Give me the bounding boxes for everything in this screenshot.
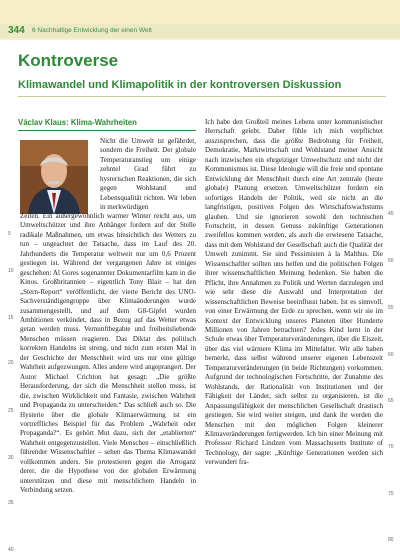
article-title: Kontroverse (18, 51, 119, 70)
line-number: 25 (8, 408, 14, 414)
author-divider (18, 130, 196, 131)
line-number: 65 (388, 398, 394, 404)
running-head: 6 Nachhaltige Entwicklung der einen Welt (32, 27, 152, 34)
line-number: 15 (8, 315, 14, 321)
author-photo (20, 140, 88, 214)
title-divider (18, 96, 386, 97)
left-column (20, 212, 196, 496)
right-column (205, 118, 383, 468)
line-number: 50 (388, 258, 394, 264)
article-subtitle: Klimawandel und Klimapolitik in der kontroversen Diskussion (18, 79, 342, 91)
line-number: 75 (388, 491, 394, 497)
line-number: 55 (388, 305, 394, 311)
line-number: 60 (388, 352, 394, 358)
line-number: 35 (8, 500, 14, 506)
portrait-image (20, 140, 88, 214)
line-number: 45 (388, 211, 394, 217)
intro-paragraph: Nicht die Umwelt ist gefährdet, sondern die Freiheit. Der globale Temperaturanstieg um einige zehntel Grad führt zu hysterischen Reaktionen, die sich gegen Wohlstand und Lebensqualität richten. Wir leben in merkwürdigen (100, 137, 196, 212)
line-number: 30 (8, 455, 14, 461)
left-body-text: Zeiten. Ein außergewöhnlich warmer Winter reicht aus, um Umweltschützer und ihre Anhänger fordern auf der Stelle radikale Maßnahmen, um etwas hinsichtlich des Wetters zu tun – ungeachtet der Tatsache, dass im Lauf des 20. Jahrhunderts die Temperatur weltweit nur um 0,6 Prozent gestiegen ist. Während der vergangenen Jahre ist einiges geschehen: Al Gores sogenannter Dokumentarfilm kam in die Kinos. Großbritannien – eigentlich Tony Blair – hat den „Stern-Report“ veröffentlicht, der vierte Bericht des UNO-Sachverständigengruppe über Klimaänderungen wurde zusammengestellt, und auf dem G8-Gipfel wurden Ambitionen verkündet, dass in Bezug auf das Wetter etwas getan werden muss. Vernunftbegabte und freiheitsliebende Menschen müssen reagieren. Das Diktat des politisch korrekten Handelns ist streng, und nicht zum ersten Mal in der Geschichte der Menschheit wird uns nur eine gültige Wahrheit aufgezwungen. Alles andere wird angeprangert. Der Autor Michael Crichton hat gesagt: „Die größte Herausforderung, der sich die Menschheit stellen muss, ist die, zwischen Wirklichkeit und Fantasie, zwischen Wahrheit und Propaganda zu unterscheiden.“ Das schließ auch so. Die Hysterie über die globale Klimaerwärmung ist ein vortreffliches Beispiel für das Problem „Wahrheit oder Propaganda?“. Es gehört Mut dazu, sich der „etablierten“ Wahrheit entgegenzustellen. Viele Menschen – einschließlich führender Wissenschaftler – sehen das Thema Klimawandel vollkommen anders. Sie protestieren gegen die Arroganz derer, die die Hypothese von der globalen Erwärmung unterstützen und diese mit menschlichem Handeln in Verbindung setzen. (20, 212, 196, 495)
line-number: 80 (388, 537, 394, 543)
author-heading: Václav Klaus: Klima-Wahrheiten (18, 118, 137, 127)
left-column-intro (100, 137, 196, 213)
line-number: 10 (8, 268, 14, 274)
line-number: 20 (8, 360, 14, 366)
line-number: 40 (8, 547, 14, 553)
line-number: 5 (8, 231, 11, 237)
page-number: 344 (8, 25, 25, 36)
right-body-text: Ich habe den Großteil meines Lebens unter kommunistischer Herrschaft gelebt. Daher fühle ich mich verpflichtet auszusprechen, dass die größte Bedrohung für Freiheit, Demokratie, Marktwirtschaft und Wohlstand meiner Ansicht nach inzwischen ein ehrgeiziger Umweltschutz und nicht der Kommunismus ist. Diese Ideologie will die freie und spontane Entwicklung der Menschheit durch eine Art zentrale (heute globale) Planung ersetzen. Umweltschützer fordern ein sofortiges Handeln der Politik, weil sie nicht an die langfristigen, positiven Folgen des Wirtschaftswachstums glauben. Und sie ignorieren sowohl den technischen Fortschritt, in dessen Genuss zukünftige Generationen zweifellos kommen werden, als auch die erwiesene Tatsache, dass mit dem Wohlstand der Gesellschaft auch die Qualität der Umwelt zunimmt. Sie sind Pessimisten à la Malthus. Die Wissenschaftler sollten uns helfen und die politischen Folgen ihrer wissenschaftlichen Meinung bedenken. Sie haben die Pflicht, ihre Annahmen zu Politik und Werten darzulegen und wie sehr diese die Auswahl und Interpretation der wissenschaftlichen Beweise beeinflusst haben. Ist es sinnvoll, von einer Erwärmung der Erde zu sprechen, wenn wir sie im Kontext der Entwicklung unseres Planeten über Hunderte Millionen von Jahren betrachten? Jedes Kind lernt in der Schule etwas über Temperaturveränderungen, über die Eiszeit, über das viel wärmere Klima im Mittelalter. Wir alle haben bemerkt, dass selbst während unserer eigenen Lebenszeit Temperaturveränderungen (in beide Richtungen) vorkommen. Aufgrund der technologischen Fortschritte, der Zunahme des Wohlstands, der Rationalität von Institutionen und der Fähigkeit der Länder, sich selbst zu organisieren, ist die Anpassungsfähigkeit der menschlichen Gesellschaft drastisch gestiegen. Sie wird weiter steigen, und dank ihr werden die Menschen mit den möglichen Folgen kleinerer Klimaveränderungen fertigwerden. Ich bin einer Meinung mit Professor Richard Lindzen vom Massachusetts Institute of Technology, der sagte: „Künftige Generationen werden sich verwundert fra- (205, 118, 383, 467)
line-number: 70 (388, 444, 394, 450)
